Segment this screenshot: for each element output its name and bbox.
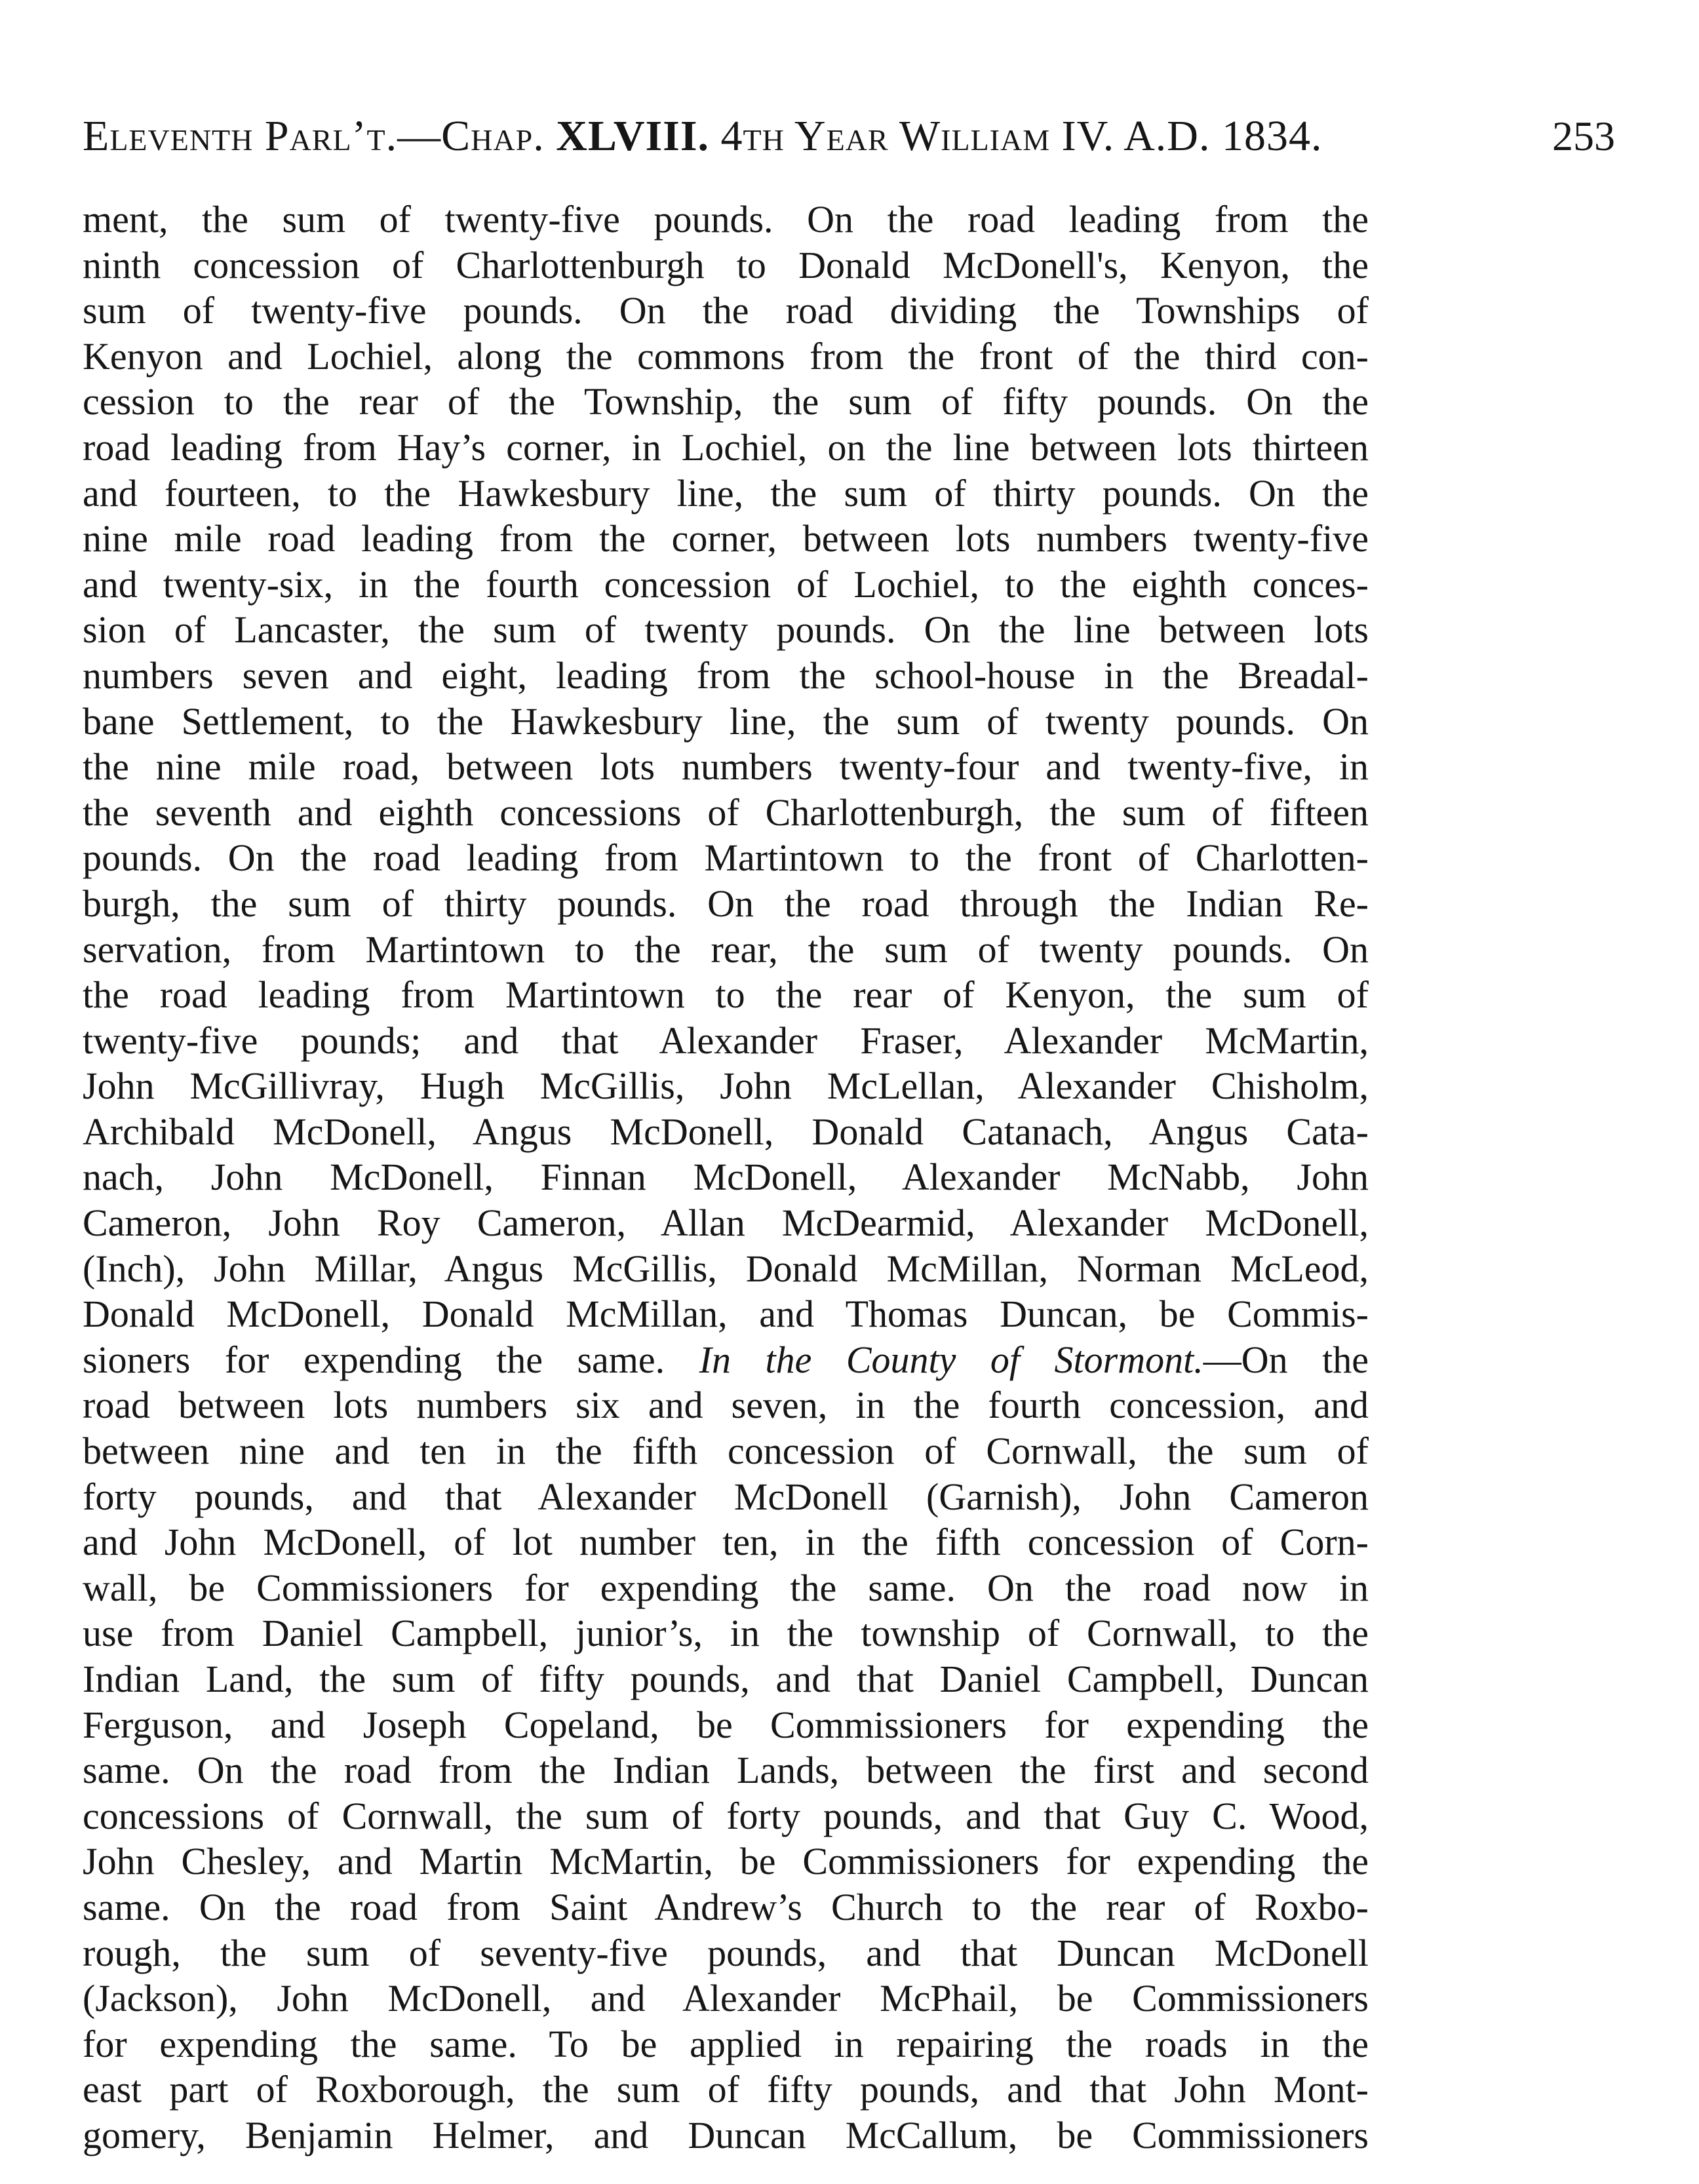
text-line: the seventh and eighth concessions of Charlottenburgh, the sum of fifteen	[83, 790, 1369, 834]
text-line: the nine mile road, between lots numbers twenty-four and twenty-five, in	[83, 745, 1369, 789]
text-line: sion of Lancaster, the sum of twenty pounds. On the line between lots	[83, 608, 1369, 652]
text-line: ninth concession of Charlottenburgh to Donald McDonell's, Kenyon, the	[83, 243, 1369, 286]
text-line: Indian Land, the sum of fifty pounds, and that Daniel Campbell, Duncan	[83, 1658, 1369, 1700]
text-line: road between lots numbers six and seven, in the fourth concession, and	[83, 1384, 1369, 1427]
text-line: concessions of Cornwall, the sum of forty pounds, and that Guy C. Wood,	[83, 1794, 1369, 1837]
running-head-chapter: XLVIII.	[556, 112, 710, 160]
statute-body-text	[83, 197, 1369, 2158]
text-line: same. On the road from the Indian Lands, between the first and second	[83, 1749, 1369, 1792]
text-line: John Chesley, and Martin McMartin, be Commissioners for expending the	[83, 1840, 1369, 1883]
text-line: nine mile road leading from the corner, between lots numbers twenty-five	[83, 517, 1369, 560]
text-line: (Inch), John Millar, Angus McGillis, Donald McMillan, Norman McLeod,	[83, 1247, 1369, 1290]
page-number: 253	[1552, 113, 1615, 159]
text-line-tail: —On the	[1203, 1338, 1369, 1381]
text-line: pounds. On the road leading from Martintown to the front of Charlotten-	[83, 836, 1369, 880]
text-line: Cameron, John Roy Cameron, Allan McDearmid, Alexander McDonell,	[83, 1201, 1369, 1245]
text-line: twenty-five pounds; and that Alexander Fraser, Alexander McMartin,	[83, 1019, 1369, 1062]
text-line: John McGillivray, Hugh McGillis, John McLellan, Alexander Chisholm,	[83, 1064, 1369, 1108]
text-line: cession to the rear of the Township, the sum of fifty pounds. On the	[83, 380, 1369, 423]
text-line: and twenty-six, in the fourth concession of Lochiel, to the eighth conces-	[83, 562, 1369, 606]
text-line: servation, from Martintown to the rear, the sum of twenty pounds. On	[83, 927, 1369, 971]
text-line: bane Settlement, to the Hawkesbury line, the sum of twenty pounds. On	[83, 699, 1369, 743]
text-line: ment, the sum of twenty-five pounds. On the road leading from the	[83, 198, 1369, 241]
text-line: east part of Roxborough, the sum of fifty pounds, and that John Mont-	[83, 2068, 1369, 2111]
text-line: Ferguson, and Joseph Copeland, be Commissioners for expending the	[83, 1703, 1369, 1746]
text-line: gomery, Benjamin Helmer, and Duncan McCallum, be Commissioners	[83, 2113, 1369, 2156]
running-head	[83, 110, 1394, 163]
text-line: Kenyon and Lochiel, along the commons from the front of the third con-	[83, 334, 1369, 378]
text-line: forty pounds, and that Alexander McDonell (Garnish), John Cameron	[83, 1475, 1369, 1518]
running-head-year: 4th Year William IV. A.D. 1834.	[709, 112, 1323, 160]
text-line: and fourteen, to the Hawkesbury line, the sum of thirty pounds. On the	[83, 471, 1369, 515]
text-line: Archibald McDonell, Angus McDonell, Donald Catanach, Angus Cata-	[83, 1110, 1369, 1153]
text-line-county-heading	[83, 1337, 1369, 1383]
text-line: (Jackson), John McDonell, and Alexander McPhail, be Commissioners	[83, 1977, 1369, 2020]
text-line: road leading from Hay’s corner, in Lochiel, on the line between lots thirteen	[83, 425, 1369, 469]
text-line: the road leading from Martintown to the rear of Kenyon, the sum of	[83, 973, 1369, 1017]
county-of-stormont-heading: In the County of Stormont.	[699, 1338, 1203, 1381]
text-line: Donald McDonell, Donald McMillan, and Thomas Duncan, be Commis-	[83, 1293, 1369, 1336]
text-line: nach, John McDonell, Finnan McDonell, Alexander McNabb, John	[83, 1156, 1369, 1199]
text-line: and John McDonell, of lot number ten, in the fifth concession of Corn-	[83, 1521, 1369, 1564]
text-line: for expending the same. To be applied in repairing the roads in the	[83, 2022, 1369, 2065]
text-line: wall, be Commissioners for expending the same. On the road now in	[83, 1566, 1369, 1609]
text-line: numbers seven and eight, leading from the school-house in the Breadal-	[83, 653, 1369, 697]
text-line: between nine and ten in the fifth concession of Cornwall, the sum of	[83, 1430, 1369, 1473]
text-line: rough, the sum of seventy-five pounds, and that Duncan McDonell	[83, 1931, 1369, 1974]
text-line: same. On the road from Saint Andrew’s Church to the rear of Roxbo-	[83, 1885, 1369, 1928]
text-line: use from Daniel Campbell, junior’s, in the township of Cornwall, to the	[83, 1612, 1369, 1655]
running-head-title: Eleventh Parl’t.—Chap.	[83, 112, 557, 160]
text-line-lead: sioners for expending the same.	[83, 1338, 665, 1381]
text-line: sum of twenty-five pounds. On the road dividing the Townships of	[83, 289, 1369, 332]
text-line: burgh, the sum of thirty pounds. On the road through the Indian Re-	[83, 882, 1369, 925]
